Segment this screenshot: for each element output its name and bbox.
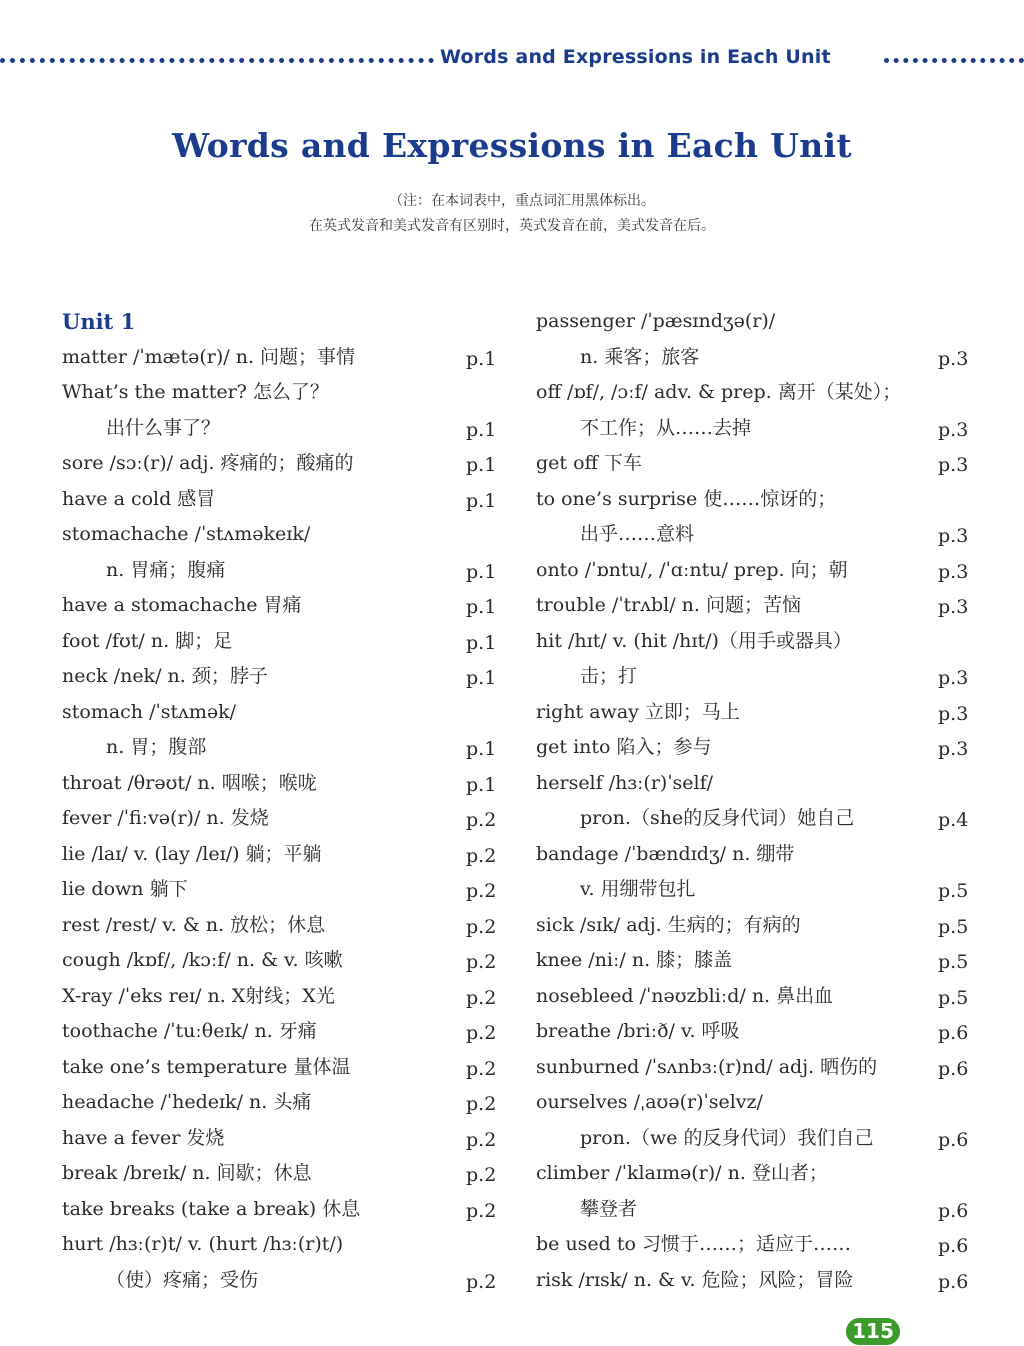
vocab-entry-page: p.1 bbox=[466, 738, 497, 760]
vocab-entry-page: p.2 bbox=[466, 880, 497, 902]
vocab-entry-text: neck /nek/ n. 颈；脖子 bbox=[62, 665, 268, 687]
vocab-entry bbox=[536, 482, 976, 518]
vocab-entry-text: take one’s temperature 量体温 bbox=[62, 1055, 351, 1078]
vocab-entry bbox=[536, 517, 976, 553]
vocab-entry-text: pron.（we 的反身代词）我们自己 bbox=[580, 1126, 874, 1149]
vocab-entry-text: stomach /ˈstʌmək/ bbox=[62, 700, 237, 723]
vocab-entry-page: p.1 bbox=[466, 454, 497, 476]
vocab-entry-text: sore /sɔː(r)/ adj. 疼痛的；酸痛的 bbox=[62, 452, 354, 474]
vocab-entry bbox=[536, 908, 976, 944]
vocab-entry bbox=[62, 766, 502, 802]
vocab-entry-text: 击；打 bbox=[580, 665, 638, 687]
vocab-entry-text: breathe /briːð/ v. 呼吸 bbox=[536, 1020, 740, 1042]
vocab-entry-text: What’s the matter? 怎么了？ bbox=[62, 381, 329, 403]
vocab-entry-page: p.1 bbox=[466, 418, 497, 441]
running-header bbox=[0, 44, 1024, 74]
vocab-entry bbox=[62, 1014, 502, 1050]
vocab-entry-page: p.2 bbox=[466, 951, 497, 973]
vocab-entry-page: p.6 bbox=[938, 1199, 969, 1222]
vocab-entry-page: p.3 bbox=[938, 454, 969, 476]
vocab-entry bbox=[536, 766, 976, 802]
vocab-entry-text: 攀登者 bbox=[580, 1197, 638, 1220]
note-line-1: （注：在本词表中，重点词汇用黑体标出。 bbox=[389, 193, 655, 209]
word-list-right-column bbox=[536, 304, 976, 1298]
vocab-entry-text: nosebleed /ˈnəʊzbliːd/ n. 鼻出血 bbox=[536, 984, 834, 1007]
vocab-entry-page: p.5 bbox=[938, 880, 969, 902]
vocab-entry-text: 出乎……意料 bbox=[580, 523, 695, 545]
vocab-entry-page: p.1 bbox=[466, 596, 497, 618]
vocab-entry bbox=[62, 801, 502, 837]
vocab-entry-text: n. 胃；腹部 bbox=[106, 736, 207, 758]
vocab-entry bbox=[536, 1014, 976, 1050]
vocab-entry bbox=[536, 624, 976, 660]
vocab-entry-text: bandage /ˈbændɪdʒ/ n. 绷带 bbox=[536, 842, 795, 865]
vocab-entry-text: get into 陷入；参与 bbox=[536, 736, 712, 758]
vocab-entry-page: p.5 bbox=[938, 951, 969, 973]
vocab-entry bbox=[62, 517, 502, 553]
vocab-entry bbox=[536, 730, 976, 766]
vocab-entry-page: p.2 bbox=[466, 1093, 497, 1115]
vocab-entry bbox=[62, 588, 502, 624]
vocab-entry-page: p.5 bbox=[938, 915, 969, 938]
vocab-entry bbox=[62, 375, 502, 411]
vocab-entry bbox=[536, 1192, 976, 1228]
vocab-entry-text: X-ray /ˈeks reɪ/ n. X射线；X光 bbox=[62, 984, 335, 1007]
vocab-entry-page: p.2 bbox=[466, 915, 497, 938]
vocab-entry-text: n. 胃痛；腹痛 bbox=[106, 558, 226, 581]
vocab-entry-text: passenger /ˈpæsɪndʒə(r)/ bbox=[536, 310, 776, 332]
vocab-entry bbox=[536, 801, 976, 837]
vocab-entry-text: headache /ˈhedeɪk/ n. 头痛 bbox=[62, 1091, 312, 1113]
vocab-entry bbox=[536, 1263, 976, 1299]
page-number-badge: 115 bbox=[846, 1318, 900, 1345]
vocab-entry-text: risk /rɪsk/ n. & v. 危险；风险；冒险 bbox=[536, 1268, 854, 1291]
vocab-entry bbox=[536, 872, 976, 908]
vocab-entry-text: foot /fʊt/ n. 脚；足 bbox=[62, 629, 233, 652]
note-line-2: 在英式发音和美式发音有区别时，英式发音在前，美式发音在后。 bbox=[309, 218, 715, 234]
vocab-entry bbox=[536, 340, 976, 376]
vocab-entry-page: p.1 bbox=[466, 347, 497, 370]
vocab-entry-text: be used to 习惯于……；适应于…… bbox=[536, 1233, 851, 1255]
vocab-entry-text: onto /ˈɒntu/, /ˈɑːntu/ prep. 向；朝 bbox=[536, 558, 848, 581]
vocab-entry-text: matter /ˈmætə(r)/ n. 问题；事情 bbox=[62, 345, 356, 368]
vocab-entry bbox=[62, 482, 502, 518]
vocab-entry-text: throat /θrəʊt/ n. 咽喉；喉咙 bbox=[62, 771, 317, 794]
vocab-entry-page: p.1 bbox=[466, 560, 497, 583]
vocab-entry bbox=[62, 979, 502, 1015]
vocab-entry bbox=[536, 304, 976, 340]
vocab-entry-text: climber /ˈklaɪmə(r)/ n. 登山者； bbox=[536, 1162, 828, 1184]
vocab-entry bbox=[62, 730, 502, 766]
vocab-entry-page: p.2 bbox=[466, 1022, 497, 1044]
page-title: Words and Expressions in Each Unit bbox=[172, 126, 852, 165]
vocab-entry bbox=[62, 1121, 502, 1157]
vocab-entry bbox=[62, 1085, 502, 1121]
vocab-entry-text: sunburned /ˈsʌnbɜː(r)nd/ adj. 晒伤的 bbox=[536, 1055, 878, 1078]
vocab-entry-text: fever /ˈfiːvə(r)/ n. 发烧 bbox=[62, 807, 269, 829]
vocab-entry-page: p.3 bbox=[938, 738, 969, 760]
vocab-entry bbox=[62, 1156, 502, 1192]
vocab-entry bbox=[536, 375, 976, 411]
vocab-entry-page: p.6 bbox=[938, 1235, 969, 1257]
vocab-entry bbox=[62, 624, 502, 660]
vocab-entry bbox=[536, 659, 976, 695]
vocab-entry bbox=[62, 1263, 502, 1299]
vocab-entry bbox=[62, 837, 502, 873]
vocab-entry-page: p.2 bbox=[466, 809, 497, 831]
vocab-entry-text: 出什么事了？ bbox=[106, 416, 221, 439]
vocab-entry bbox=[62, 695, 502, 731]
vocab-entry-page: p.2 bbox=[466, 1164, 497, 1186]
vocab-entry-text: trouble /ˈtrʌbl/ n. 问题；苦恼 bbox=[536, 594, 801, 616]
running-header-title: Words and Expressions in Each Unit bbox=[440, 46, 831, 68]
vocab-entry-text: pron.（she的反身代词）她自己 bbox=[580, 807, 855, 829]
vocab-entry-text: toothache /ˈtuːθeɪk/ n. 牙痛 bbox=[62, 1020, 317, 1042]
vocab-entry-page: p.1 bbox=[466, 631, 497, 654]
vocab-entry bbox=[536, 1121, 976, 1157]
vocab-entry bbox=[62, 908, 502, 944]
vocab-entry-text: stomachache /ˈstʌməkeɪk/ bbox=[62, 523, 311, 545]
vocab-entry-page: p.2 bbox=[466, 844, 497, 867]
vocab-entry-page: p.3 bbox=[938, 560, 969, 583]
word-list-left-column bbox=[62, 304, 502, 1298]
vocab-entry bbox=[536, 446, 976, 482]
vocab-entry bbox=[536, 979, 976, 1015]
vocab-entry-text: v. 用绷带包扎 bbox=[580, 878, 696, 900]
vocab-entry-page: p.3 bbox=[938, 596, 969, 618]
vocab-entry bbox=[536, 553, 976, 589]
vocab-entry-page: p.2 bbox=[466, 1057, 497, 1080]
vocab-entry-page: p.3 bbox=[938, 347, 969, 370]
vocab-entry-page: p.3 bbox=[938, 418, 969, 441]
vocab-entry bbox=[62, 872, 502, 908]
vocab-entry-text: hit /hɪt/ v. (hit /hɪt/)（用手或器具） bbox=[536, 629, 852, 652]
vocab-entry-text: rest /rest/ v. & n. 放松；休息 bbox=[62, 913, 326, 936]
vocab-entry-page: p.6 bbox=[938, 1270, 969, 1293]
vocab-entry-text: off /ɒf/, /ɔːf/ adv. & prep. 离开（某处）； bbox=[536, 381, 902, 403]
vocab-entry-text: have a stomachache 胃痛 bbox=[62, 594, 302, 616]
vocab-entry bbox=[62, 1192, 502, 1228]
vocab-entry-page: p.2 bbox=[466, 1270, 497, 1293]
vocab-entry bbox=[62, 659, 502, 695]
vocab-entry-page: p.1 bbox=[466, 489, 497, 512]
vocab-entry-text: lie /laɪ/ v. (lay /leɪ/) 躺；平躺 bbox=[62, 842, 322, 865]
vocab-entry-text: get off 下车 bbox=[536, 452, 643, 474]
vocab-entry-text: ourselves /ˌaʊə(r)ˈselvz/ bbox=[536, 1091, 763, 1113]
vocab-entry bbox=[536, 1227, 976, 1263]
vocab-entry-page: p.2 bbox=[466, 986, 497, 1009]
vocab-entry bbox=[536, 695, 976, 731]
vocab-entry bbox=[536, 411, 976, 447]
vocab-entry-text: herself /hɜː(r)ˈself/ bbox=[536, 771, 714, 794]
vocab-entry-page: p.6 bbox=[938, 1022, 969, 1044]
vocab-entry-text: n. 乘客；旅客 bbox=[580, 345, 700, 368]
vocab-entry-text: （使）疼痛；受伤 bbox=[106, 1268, 259, 1291]
vocab-entry-text: right away 立即；马上 bbox=[536, 700, 740, 723]
vocab-entry-text: take breaks (take a break) 休息 bbox=[62, 1197, 361, 1220]
vocab-entry-page: p.6 bbox=[938, 1057, 969, 1080]
vocab-entry-text: sick /sɪk/ adj. 生病的；有病的 bbox=[536, 913, 801, 936]
vocab-entry bbox=[62, 943, 502, 979]
unit-heading: Unit 1 bbox=[62, 309, 136, 334]
vocab-entry-text: to one’s surprise 使……惊讶的； bbox=[536, 487, 837, 510]
vocab-entry-page: p.6 bbox=[938, 1128, 969, 1151]
vocab-entry-page: p.2 bbox=[466, 1199, 497, 1222]
vocab-entry bbox=[62, 411, 502, 447]
vocab-entry bbox=[536, 943, 976, 979]
vocab-entry bbox=[536, 588, 976, 624]
vocab-entry-text: cough /kɒf/, /kɔːf/ n. & v. 咳嗽 bbox=[62, 949, 343, 971]
header-dotted-rule-left bbox=[0, 58, 434, 63]
vocab-entry bbox=[536, 1085, 976, 1121]
header-dotted-rule-right bbox=[884, 58, 1024, 63]
vocab-entry-page: p.3 bbox=[938, 525, 969, 547]
vocab-entry bbox=[62, 1050, 502, 1086]
vocab-entry-text: break /breɪk/ n. 间歇；休息 bbox=[62, 1162, 312, 1184]
vocab-entry-text: hurt /hɜː(r)t/ v. (hurt /hɜː(r)t/) bbox=[62, 1233, 344, 1255]
vocab-entry-text: have a cold 感冒 bbox=[62, 487, 216, 510]
vocab-entry-page: p.3 bbox=[938, 667, 969, 689]
vocab-entry-page: p.1 bbox=[466, 667, 497, 689]
vocab-entry-page: p.2 bbox=[466, 1128, 497, 1151]
vocab-entry bbox=[536, 837, 976, 873]
vocab-entry-page: p.5 bbox=[938, 986, 969, 1009]
vocab-entry-text: have a fever 发烧 bbox=[62, 1126, 225, 1149]
vocab-entry bbox=[62, 553, 502, 589]
vocab-entry bbox=[62, 340, 502, 376]
vocab-entry-page: p.3 bbox=[938, 702, 969, 725]
vocab-entry-page: p.4 bbox=[938, 809, 969, 831]
vocab-entry bbox=[536, 1050, 976, 1086]
vocab-entry-text: 不工作；从……去掉 bbox=[580, 416, 752, 439]
vocab-entry bbox=[62, 1227, 502, 1263]
vocab-entry-text: lie down 躺下 bbox=[62, 878, 188, 900]
vocab-entry-text: knee /niː/ n. 膝；膝盖 bbox=[536, 949, 733, 971]
vocab-entry-page: p.1 bbox=[466, 773, 497, 796]
vocab-entry bbox=[62, 446, 502, 482]
vocab-entry bbox=[536, 1156, 976, 1192]
